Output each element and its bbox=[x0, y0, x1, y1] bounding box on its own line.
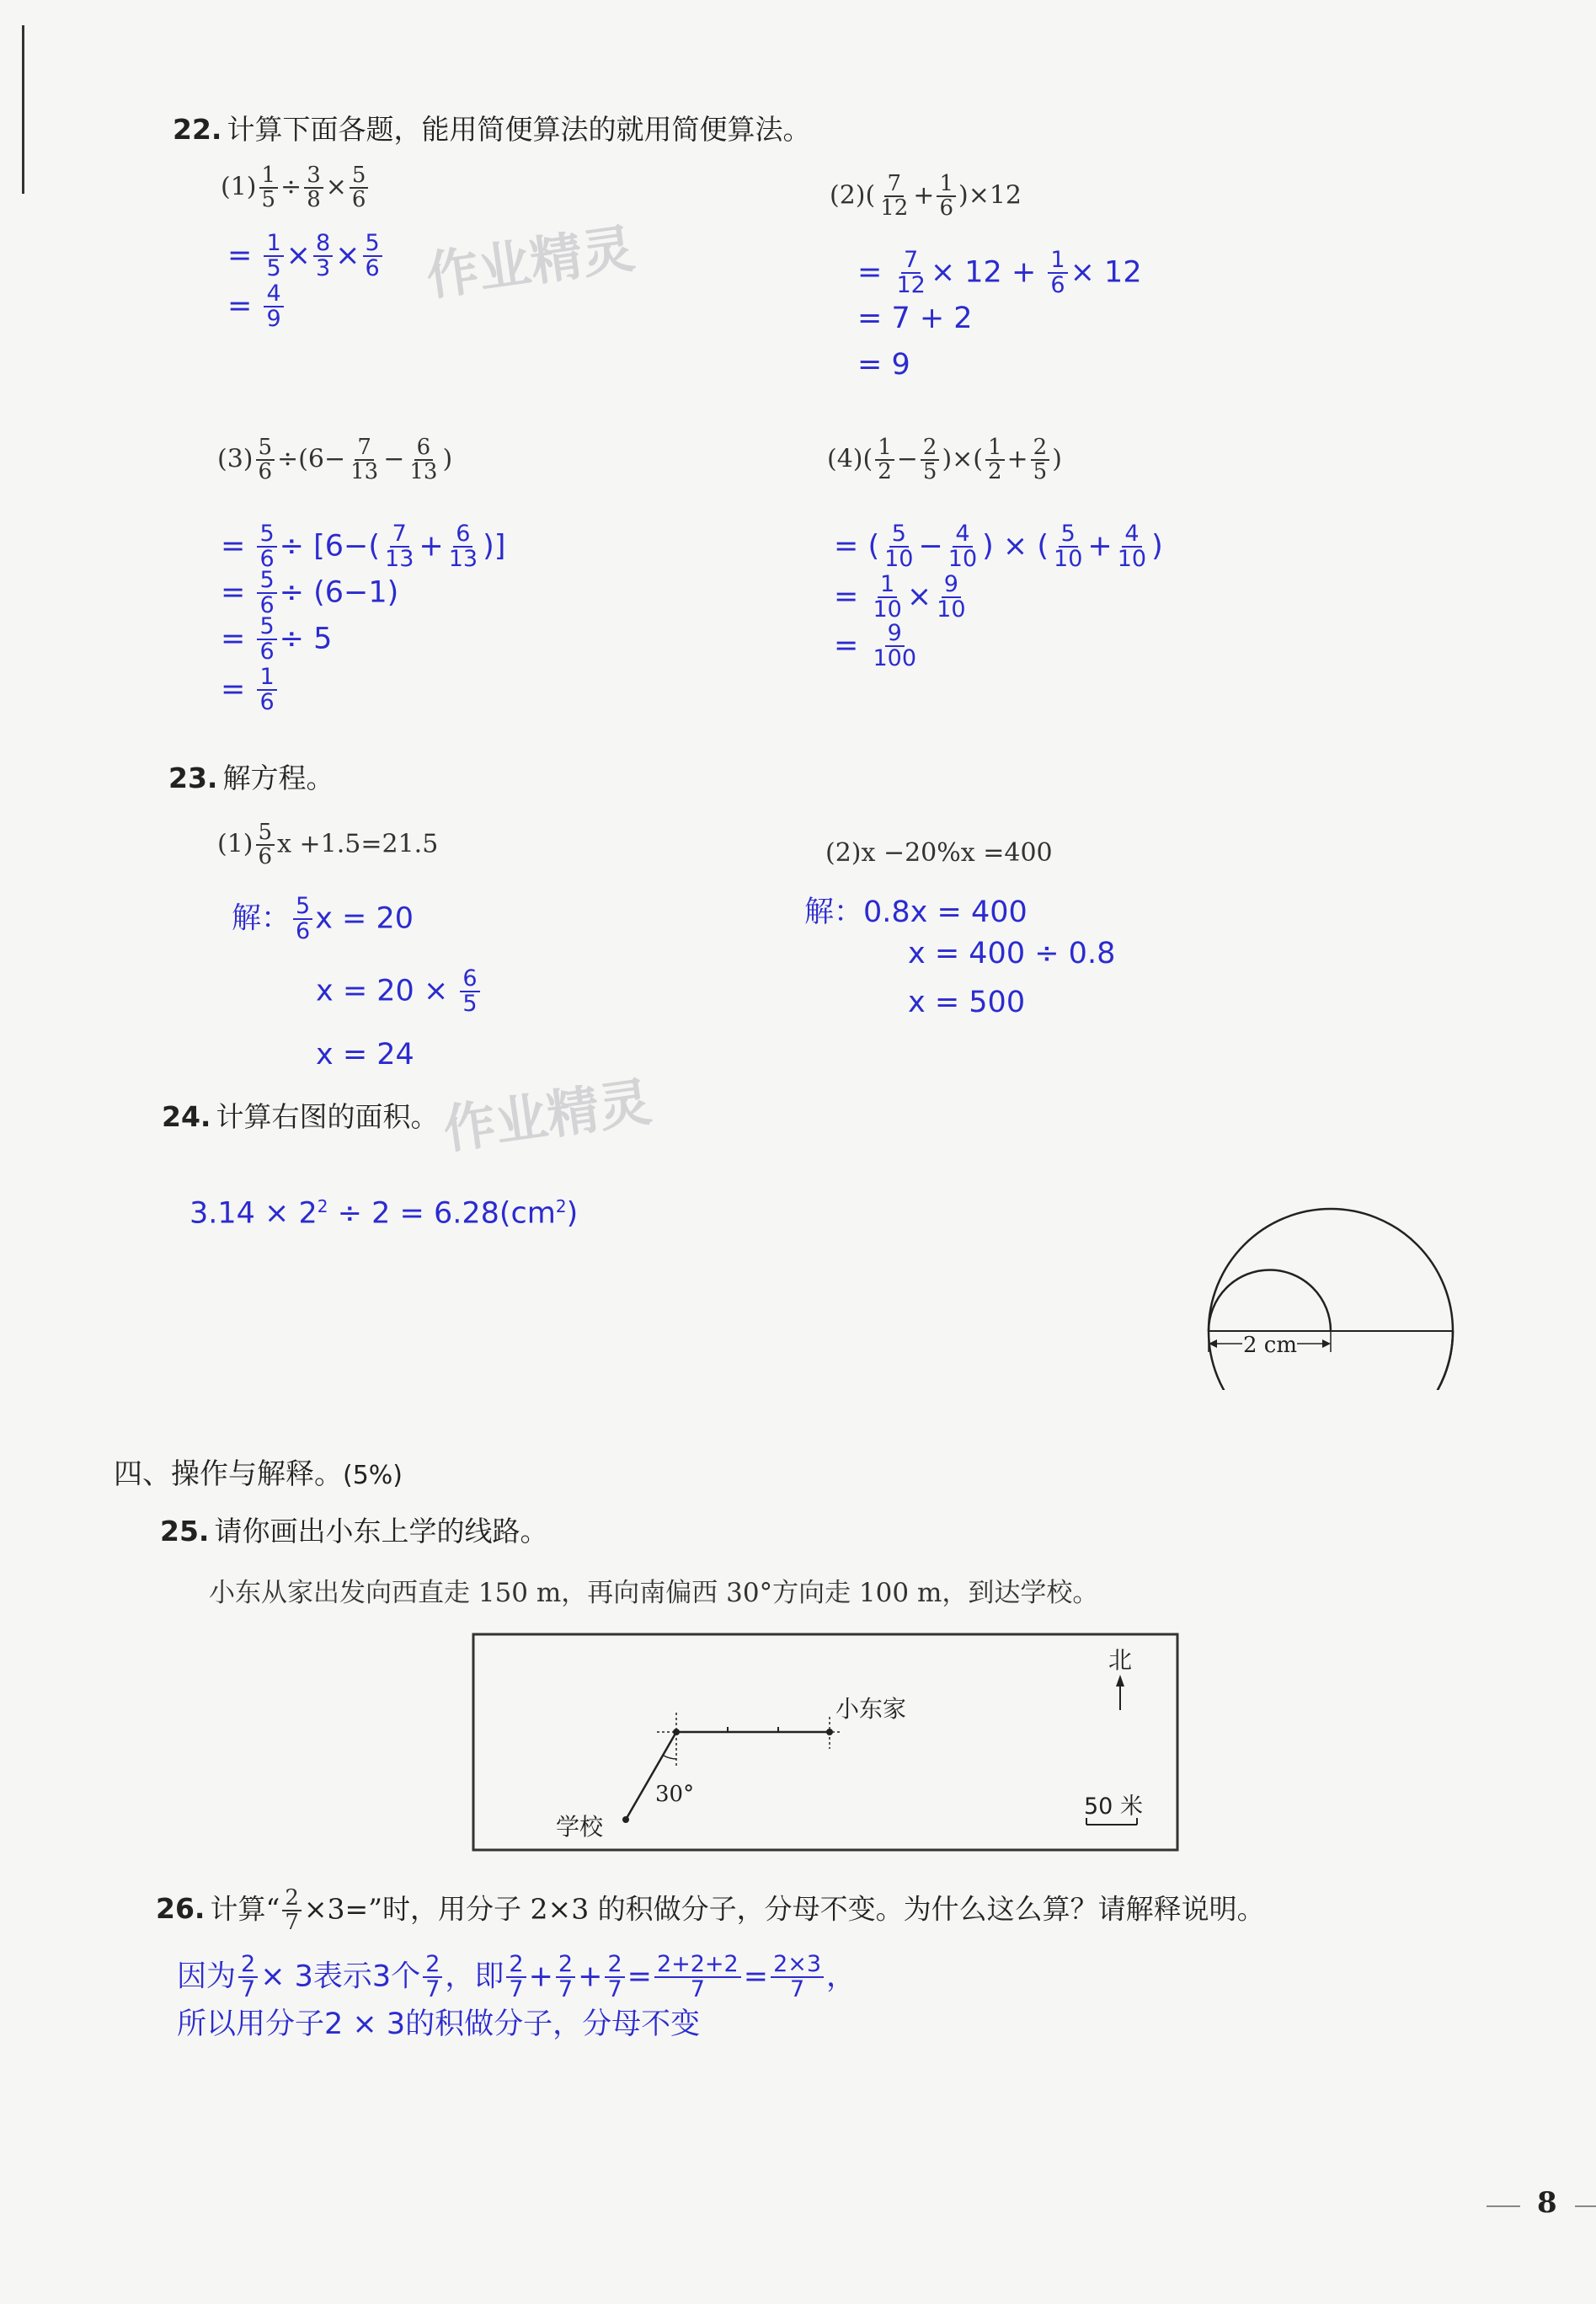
fraction: $\frac{1}{2}$ bbox=[875, 436, 894, 484]
fraction: $\frac{1}{5}$ bbox=[264, 232, 283, 281]
fraction: $\frac{5}{6}$ bbox=[256, 436, 275, 484]
q26-heading: 26. 计算“ $\frac{2}{7}$ ×3=”时，用分子 2×3 的积做分子，分母不变。为什么这么算？请解释说明。 bbox=[156, 1885, 1265, 1936]
q25-number: 25. bbox=[160, 1515, 210, 1548]
q22-p4-step2: = $\frac{1}{10}$ × $\frac{9}{10}$ bbox=[834, 573, 971, 623]
fraction: $\frac{1}{5}$ bbox=[259, 164, 279, 212]
q23-p1-problem: (1) $\frac{5}{6}$ x +1.5=21.5 bbox=[217, 820, 439, 870]
q22-p3-problem: (3) $\frac{5}{6}$ ÷(6− $\frac{7}{13}$ − $\frac{6}{13}$ ) bbox=[217, 435, 453, 485]
fraction: $\frac{2}{7}$ bbox=[556, 1953, 575, 2002]
angle-label: 30° bbox=[655, 1782, 695, 1807]
q23-p1-step2: x = 20 × $\frac{6}{5}$ bbox=[316, 967, 483, 1017]
fraction: $\frac{1}{6}$ bbox=[937, 173, 956, 221]
fraction: $\frac{2\times 3}{7}$ bbox=[771, 1953, 824, 2002]
fraction: $\frac{4}{10}$ bbox=[1117, 521, 1147, 573]
q22-p3-step1: = $\frac{5}{6}$ ÷ [6−( $\frac{7}{13}$ + $\frac{6}{13}$ )] bbox=[221, 521, 506, 573]
fraction: $\frac{6}{13}$ bbox=[409, 435, 438, 485]
q22-p4-problem: (4)( $\frac{1}{2}$ − $\frac{2}{5}$ )×( $\frac{1}{2}$ + $\frac{2}{5}$ ) bbox=[827, 435, 1062, 485]
home-point bbox=[826, 1729, 833, 1735]
q23-text: 解方程。 bbox=[222, 762, 334, 794]
margin-line bbox=[22, 25, 24, 194]
fraction: $\frac{2}{5}$ bbox=[921, 436, 940, 484]
fraction: $\frac{2}{7}$ bbox=[605, 1953, 624, 2002]
q26-number: 26. bbox=[156, 1892, 206, 1926]
q25-description: 小东从家出发向西直走 150 m，再向南偏西 30°方向走 100 m，到达学校。 bbox=[209, 1578, 1099, 1608]
fraction: $\frac{4}{10}$ bbox=[947, 521, 978, 573]
fraction: $\frac{4}{9}$ bbox=[264, 282, 283, 332]
watermark: 作业精灵 bbox=[439, 1071, 655, 1161]
fraction: $\frac{2}{7}$ bbox=[506, 1953, 526, 2002]
q22-p2-step1: = $\frac{7}{12}$ × 12 + $\frac{1}{6}$ × 12 bbox=[857, 247, 1142, 299]
q23-p2-problem: (2)x −20%x =400 bbox=[825, 838, 1053, 868]
q24-heading bbox=[162, 1095, 438, 1135]
q22-p3-step4: = $\frac{1}{6}$ bbox=[221, 666, 280, 715]
q23-p2-step2: x = 400 ÷ 0.8 bbox=[908, 937, 1116, 970]
q22-number: 22. bbox=[173, 113, 222, 146]
fraction: $\frac{6}{5}$ bbox=[460, 967, 479, 1017]
q23-p2-step3: x = 500 bbox=[908, 986, 1026, 1019]
fraction: $\frac{1}{6}$ bbox=[1048, 249, 1067, 298]
school-label: 学校 bbox=[556, 1813, 604, 1841]
fraction: $\frac{7}{13}$ bbox=[350, 435, 379, 485]
fraction: $\frac{3}{8}$ bbox=[304, 164, 323, 212]
fraction: $\frac{7}{12}$ bbox=[880, 171, 909, 222]
figure-label: 2 cm bbox=[1242, 1333, 1298, 1358]
q22-p3-step3: = $\frac{5}{6}$ ÷ 5 bbox=[221, 613, 333, 666]
q23-p1-step3: x = 24 bbox=[316, 1038, 414, 1072]
q22-text: 计算下面各题，能用简便算法的就用简便算法。 bbox=[227, 113, 811, 146]
inner-semicircle bbox=[1209, 1270, 1331, 1332]
q24-answer: $3.14 \times 2^2 \div 2 = 6.28(cm^2)$ bbox=[189, 1196, 579, 1231]
q23-p2-step1: 解：0.8x = 400 bbox=[804, 895, 1028, 929]
fraction: $\frac{5}{6}$ bbox=[256, 821, 275, 869]
north-label: 北 bbox=[1108, 1646, 1133, 1674]
route-map bbox=[472, 1633, 1179, 1853]
watermark: 作业精灵 bbox=[422, 217, 638, 307]
fraction: $\frac{5}{6}$ bbox=[350, 164, 369, 212]
fraction: $\frac{5}{10}$ bbox=[1054, 521, 1083, 573]
q22-p4-step1: = ( $\frac{5}{10}$ − $\frac{4}{10}$ ) × ( $\frac{5}{10}$ + $\frac{4}{10}$ ) bbox=[834, 521, 1163, 573]
q22-p1-step2: = $\frac{4}{9}$ bbox=[227, 282, 286, 332]
q22-p4-step3: = $\frac{9}{100}$ bbox=[834, 622, 921, 671]
fraction: $\frac{2}{7}$ bbox=[238, 1953, 258, 2002]
q22-p3-step2: = $\frac{5}{6}$ ÷ (6−1) bbox=[221, 567, 399, 619]
page-number: 8 bbox=[1537, 2186, 1557, 2220]
fraction: $\frac{2}{5}$ bbox=[1031, 436, 1050, 484]
fraction: $\frac{5}{10}$ bbox=[884, 521, 914, 573]
fraction: $\frac{5}{6}$ bbox=[257, 615, 276, 665]
q26-answer-line2: 所以用分子2 × 3的积做分子，分母不变 bbox=[177, 2007, 701, 2041]
q22-p2-problem: (2)( $\frac{7}{12}$ + $\frac{1}{6}$ )×12 bbox=[830, 171, 1022, 222]
q24-text: 计算右图的面积。 bbox=[216, 1100, 439, 1133]
page-number-rule-right bbox=[1575, 2205, 1596, 2207]
section-4-title: 四、操作与解释。(5%) bbox=[114, 1457, 403, 1491]
fraction: $\frac{2+2+2}{7}$ bbox=[654, 1953, 741, 2002]
q24-number: 24. bbox=[162, 1100, 211, 1133]
q23-number: 23. bbox=[168, 762, 218, 794]
fraction: $\frac{5}{6}$ bbox=[257, 569, 276, 618]
fraction: $\frac{5}{6}$ bbox=[293, 895, 312, 944]
outer-semicircle bbox=[1209, 1209, 1453, 1390]
school-point bbox=[622, 1816, 629, 1823]
fraction: $\frac{6}{13}$ bbox=[448, 521, 478, 573]
q23-p1-step1: 解： $\frac{5}{6}$ x = 20 bbox=[232, 893, 414, 945]
fraction: $\frac{9}{100}$ bbox=[873, 620, 917, 672]
q22-heading bbox=[173, 108, 810, 147]
fraction: $\frac{2}{7}$ bbox=[423, 1953, 442, 2002]
fraction: $\frac{2}{7}$ bbox=[282, 1887, 302, 1935]
angle-arc bbox=[664, 1756, 676, 1759]
q22-p2-step3: = 9 bbox=[857, 348, 910, 382]
fraction: $\frac{8}{3}$ bbox=[313, 232, 333, 281]
q22-p1-problem: (1) $\frac{1}{5}$ ÷ $\frac{3}{8}$ × $\frac{5}{6}$ bbox=[221, 164, 371, 212]
page-number-rule bbox=[1487, 2205, 1520, 2207]
q22-p2-step2: = 7 + 2 bbox=[857, 302, 973, 335]
q25-heading bbox=[160, 1510, 547, 1549]
area-figure bbox=[1196, 1163, 1465, 1390]
fraction: $\frac{5}{6}$ bbox=[257, 522, 276, 572]
fraction: $\frac{1}{6}$ bbox=[257, 666, 276, 715]
q22-p1-step1: = $\frac{1}{5}$ × $\frac{8}{3}$ × $\frac{5}{6}$ bbox=[227, 232, 385, 281]
q25-text: 请你画出小东上学的线路。 bbox=[214, 1515, 548, 1548]
fraction: $\frac{9}{10}$ bbox=[937, 571, 966, 623]
fraction: $\frac{1}{10}$ bbox=[873, 571, 902, 623]
q26-answer-line1: 因为 $\frac{2}{7}$ × 3表示3个 $\frac{2}{7}$ ，即 $\frac{2}{7}$ + $\frac{2}{7}$ + $\frac{2}{7}$ = $\frac{2+2+2}{7}$ = $\frac{2\times 3}{7}$ ， bbox=[177, 1951, 857, 2003]
fraction: $\frac{7}{13}$ bbox=[385, 521, 414, 573]
fraction: $\frac{5}{6}$ bbox=[363, 232, 382, 281]
fraction: $\frac{7}{12}$ bbox=[896, 247, 926, 299]
scale-label: 50 米 bbox=[1084, 1793, 1143, 1820]
home-label: 小东家 bbox=[835, 1695, 907, 1723]
fraction: $\frac{1}{2}$ bbox=[985, 436, 1005, 484]
q23-heading bbox=[168, 756, 334, 796]
